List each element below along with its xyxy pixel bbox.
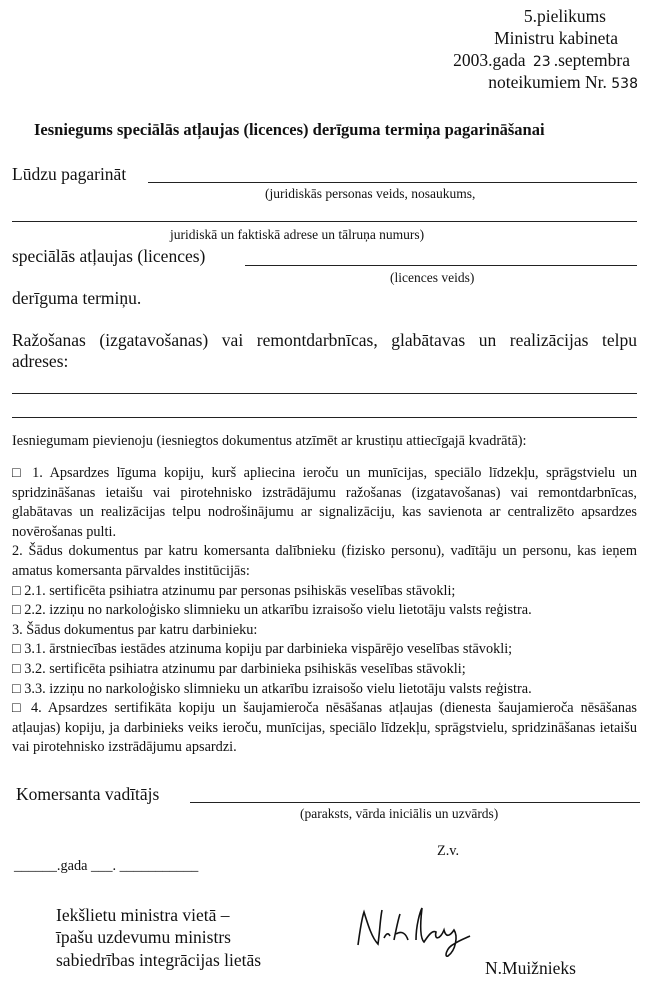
date-field[interactable]: ______.gada ___. ___________ bbox=[14, 858, 199, 874]
attachments-intro: Iesniegumam pievienoju (iesniegtos dokumentus atzīmēt ar krustiņu attiecīgajā kvadrātā): bbox=[12, 433, 527, 449]
caption-entity: (juridiskās personas veids, nosaukums, bbox=[265, 186, 476, 201]
checkbox-3-3[interactable]: □ bbox=[12, 680, 21, 697]
item-4: □ 4. Apsardzes sertifikāta kopiju un šaujamieroča nēsāšanas atļaujas (dienesta šaujamieroča nēsāšanas atļaujas) kopiju, ja darbinieks veiks ieroču, munīcijas, speciālo līdzekļu, sprāgstvielu, spridzināšanas ietaišu vai pirotehnisko izstrādājumu apsardzi. bbox=[12, 700, 637, 756]
footer-line-2: īpašu uzdevumu ministrs bbox=[56, 927, 231, 947]
date-day: 23 bbox=[532, 54, 551, 70]
regulation-prefix: noteikumiem Nr. bbox=[488, 72, 607, 92]
entity-input-line[interactable] bbox=[148, 182, 637, 183]
page-title: Iesniegums speciālās atļaujas (licences) derīguma termiņa pagarināšanai bbox=[34, 120, 545, 139]
cabinet-label: Ministru kabineta bbox=[494, 28, 618, 48]
item-2-2: □ 2.2. izziņu no narkoloģisko slimnieku un atkarību izraisošo vielu lietotāju valsts reģistra. bbox=[12, 602, 532, 619]
date-prefix: 2003.gada bbox=[453, 50, 526, 70]
head-label: Komersanta vadītājs bbox=[16, 784, 160, 804]
premises-label-2: adreses: bbox=[12, 351, 69, 371]
attachments-list bbox=[12, 464, 637, 758]
premises-input-line-2[interactable] bbox=[12, 417, 637, 418]
checkbox-4[interactable]: □ bbox=[12, 700, 25, 717]
item-2: 2. Šādus dokumentus par katru komersanta dalībnieku (fizisko personu), vadītāju un personu, kas ieņem amatus komersanta pārvaldes institūcijās: bbox=[12, 543, 637, 579]
address-input-line[interactable] bbox=[12, 221, 637, 222]
premises-input-line-1[interactable] bbox=[12, 393, 637, 394]
checkbox-3-1[interactable]: □ bbox=[12, 641, 21, 658]
caption-sign: (paraksts, vārda iniciālis un uzvārds) bbox=[300, 806, 499, 821]
checkbox-2-2[interactable]: □ bbox=[12, 602, 21, 619]
checkbox-2-1[interactable]: □ bbox=[12, 582, 21, 599]
premises-label: Ražošanas (izgatavošanas) vai remontdarbnīcas, glabātavas un realizācijas telpu bbox=[12, 330, 637, 350]
date-line bbox=[453, 50, 630, 71]
signature-input-line[interactable] bbox=[190, 802, 640, 803]
item-3-1: □ 3.1. ārstniecības iestādes atzinuma kopiju par darbinieka vispārējo veselības stāvokli; bbox=[12, 641, 513, 658]
regulation-line bbox=[488, 72, 638, 93]
term-label: derīguma termiņu. bbox=[12, 288, 142, 308]
request-label: Lūdzu pagarināt bbox=[12, 164, 127, 184]
footer-line-3: sabiedrības integrācijas lietās bbox=[56, 950, 262, 970]
checkbox-3-2[interactable]: □ bbox=[12, 660, 21, 677]
annex-number: 5.pielikums bbox=[523, 6, 606, 26]
caption-address: juridiskā un faktiskā adrese un tālruņa numurs) bbox=[170, 227, 425, 242]
license-input-line[interactable] bbox=[245, 265, 637, 266]
license-label: speciālās atļaujas (licences) bbox=[12, 246, 206, 266]
handwritten-signature bbox=[350, 900, 475, 960]
item-3-3: □ 3.3. izziņu no narkoloģisko slimnieku un atkarību izraisošo vielu lietotāju valsts reģistra. bbox=[12, 680, 532, 697]
regulation-number: 538 bbox=[611, 76, 638, 92]
date-month: .septembra bbox=[553, 50, 630, 70]
minister-name: N.Muižnieks bbox=[485, 958, 576, 978]
item-2-1: □ 2.1. sertificēta psihiatra atzinumu par personas psihiskās veselības stāvokli; bbox=[12, 582, 456, 599]
checkbox-1[interactable]: □ bbox=[12, 465, 25, 481]
item-3-2: □ 3.2. sertificēta psihiatra atzinumu par darbinieka psihiskās veselības stāvokli; bbox=[12, 660, 466, 677]
item-1: □ 1. Apsardzes līguma kopiju, kurš apliecina ieroču un munīcijas, speciālo līdzekļu, sprāgstvielu un spridzināšanas ietaišu vai pirotehnisko izstrādājumu ražošanas (izgatavošanas) vai remontdarbnīcas, glabātavas un realizācijas telpu nodrošinājumu ar signalizāciju, kas savienota ar centralizēto apsardzes novērošanas pulti. bbox=[12, 465, 637, 540]
caption-license: (licences veids) bbox=[390, 270, 475, 285]
footer-line-1: Iekšlietu ministra vietā – bbox=[56, 905, 230, 925]
seal-label: Z.v. bbox=[437, 843, 460, 859]
item-3: 3. Šādus dokumentus par katru darbinieku: bbox=[12, 621, 258, 638]
